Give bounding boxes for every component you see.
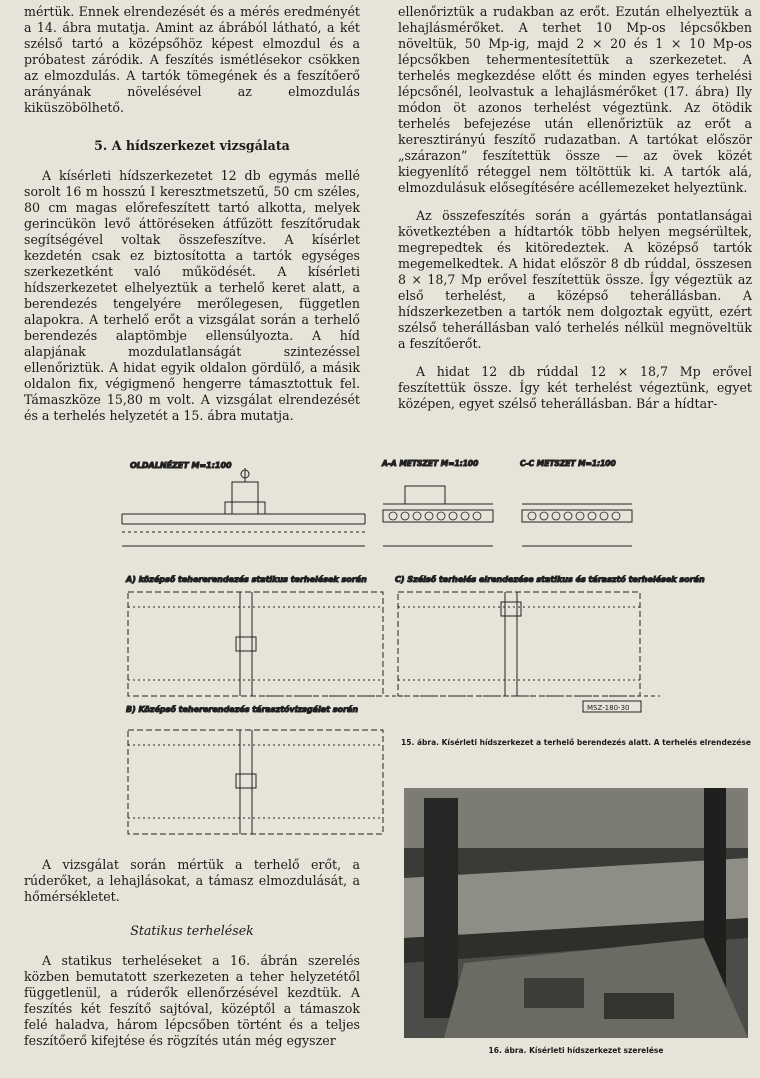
paragraph: mértük. Ennek elrendezését és a mérés eredményét a 14. ábra mutatja. Amint az ábrából látható, a két szélső tartó a középsőhöz képest elmozdul és a próbatest záródik. A feszítés ismétlésekor csökken az elmozdulás. A tartók tömegének és a feszítőerő arányának növelésével az elmozdulás kiküszöbölhető. xyxy=(24,4,360,115)
cc-section-label: C-C METSZET M=1:100 xyxy=(520,459,616,468)
figure-16-caption: 16. ábra. Kísérleti hídszerkezet szerelése xyxy=(488,1046,664,1055)
aa-section-label: A-A METSZET M=1:100 xyxy=(382,459,479,468)
subsection-heading: Statikus terhelések xyxy=(130,923,254,938)
right-column-top xyxy=(398,4,752,412)
paragraph: A kísérleti hídszerkezetet 12 db egymás mellé sorolt 16 m hosszú I keresztmetszetű, 50 cm széles, 80 cm magas előrefeszített tartó alkotta, melyek gerincükön levő áttöréseken átfűzött feszítőrudak segítségével voltak összefeszítve. A kísérlet kezdetén csak ez biztosította a tartók egységes szerkezetként való működését. A kísérleti hídszerkezetet elhelyeztük a terhelő keret alatt, a berendezés tengelyére merőlegesen, független alapokra. A terhelő erőt a vizsgálat során a terhelő berendezés alaptömbje ellensúlyozta. A híd alapjának mozdulatlanságát szintezéssel ellenőriztük. A hidat egyik oldalon gördülő, a másik oldalon fix, végigmenő hengerre támasztottuk fel. Támaszköze 15,80 m volt. A vizsgálat elrendezését és a terhelés helyzetét a 15. ábra mutatja. xyxy=(24,168,360,423)
figure-16-photo xyxy=(404,788,748,1038)
figure-15-caption: 15. ábra. Kísérleti hídszerkezet a terhelő berendezés alatt. A terhelés elrendezése xyxy=(401,738,751,747)
left-column-top xyxy=(24,4,360,424)
drawing-stamp: MSZ-180-30 xyxy=(587,704,630,712)
construction-photo-image xyxy=(404,788,748,1038)
section-heading: 5. A hídszerkezet vizsgálata xyxy=(94,138,290,153)
paragraph: A hidat 12 db rúddal 12 × 18,7 Mp erővel feszítettük össze. Így két terhelést végeztünk, egyet középen, egyet szélső teherállásban. Bár a hídtar- xyxy=(398,364,752,411)
side-view-label: OLDALNÉZET M=1:100 xyxy=(130,461,232,470)
paragraph: ellenőriztük a rudakban az erőt. Ezután elhelyeztük a lehajlásmérőket. A terhet 10 Mp-os lépcsőkben növeltük, 50 Mp-ig, majd 2 × 20 és 1 × 10 Mp-os lépcsőkben tehermentesítettük a szerkezetet. A terhelés megkezdése előtt és minden egyes terhelési lépcsőnél, leolvastuk a lehajlásmérőket (17. ábra) Ily módon öt azonos terhelést végeztünk. Az ötödik terhelés befejezése után ellenőriztük az erőt a keresztirányú feszítő rudazatban. A tartókat először „szárazon” feszítettük össze — az övek közét kiegyenlítő réteggel nem töltöttük ki. A tartók alá, elmozdulásuk elősegítésére acéllemezeket helyeztünk. xyxy=(398,4,752,195)
plan-b-label: B) Középső tehererendezés tárasztóvizsgálat során xyxy=(126,705,359,714)
paragraph: A vizsgálat során mértük a terhelő erőt, a rúderőket, a lehajlásokat, a támasz elmozdulását, a hőmérsékletet. xyxy=(24,857,360,904)
plan-a-label: A) középső tehererendezés statikus terhelések során xyxy=(126,575,367,584)
paragraph: A statikus terheléseket a 16. ábrán szerelés közben bemutatott szerkezeten a teher helyzetétől függetlenül, a rúderők ellenőrzésével kezdtük. A feszítés két feszítő sajtóval, középtől a támaszok felé haladva, három lépcsőben történt és a teljes feszítőerő kifejtése és rögzítés után még egyszer xyxy=(24,953,360,1048)
plan-c-label: C) Szélső terhelés elrendezése statikus és tárasztó terhelések során xyxy=(395,575,705,584)
paragraph: Az összefeszítés során a gyártás pontatlanságai következtében a hídtartók több helyen megsérültek, megrepedtek és kitöredeztek. A középső tartók megemelkedtek. A hidat először 8 db rúddal, összesen 8 × 18,7 Mp erővel feszítettük össze. Így végeztük az első terhelést, a középső teherállásban. A hídszerkezetben a tartók nem dolgoztak együtt, ezért szélső teherállásban való terhelés nélkül megnöveltük a feszítőerőt. xyxy=(398,208,752,351)
left-column-bottom xyxy=(24,857,360,1049)
